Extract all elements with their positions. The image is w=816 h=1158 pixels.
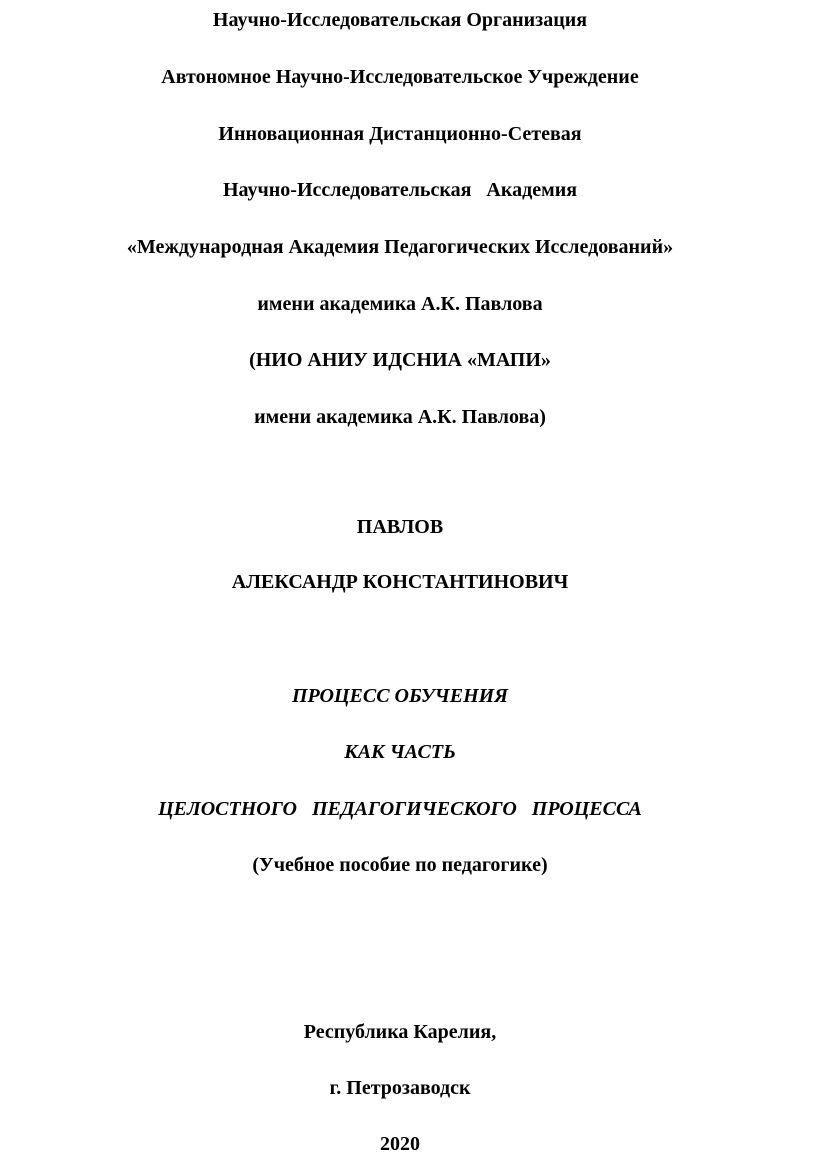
organization-name-line-5: «Международная Академия Педагогических Исследований» <box>126 236 674 258</box>
book-title-line-2: КАК ЧАСТЬ <box>344 741 456 763</box>
publication-region: Республика Карелия, <box>303 1021 497 1043</box>
publication-year: 2020 <box>380 1133 420 1155</box>
author-surname: ПАВЛОВ <box>356 516 444 538</box>
author-given-names: АЛЕКСАНДР КОНСТАНТИНОВИЧ <box>231 571 569 593</box>
organization-name-line-6: имени академика А.К. Павлова <box>257 293 543 315</box>
organization-name-line-2: Автономное Научно-Исследовательское Учреждение <box>161 66 639 88</box>
book-title-line-1: ПРОЦЕСС ОБУЧЕНИЯ <box>292 685 508 707</box>
organization-name-line-4: Научно-Исследовательская Академия <box>222 179 578 201</box>
organization-abbreviation-line-1: (НИО АНИУ ИДСНИА «МАПИ» <box>249 349 551 371</box>
organization-name-line-3: Инновационная Дистанционно-Сетевая <box>218 123 582 145</box>
publication-city: г. Петрозаводск <box>329 1077 471 1099</box>
book-subtitle: (Учебное пособие по педагогике) <box>252 854 548 876</box>
book-title-line-3: ЦЕЛОСТНОГО ПЕДАГОГИЧЕСКОГО ПРОЦЕССА <box>158 798 642 820</box>
organization-abbreviation-line-2: имени академика А.К. Павлова) <box>254 406 546 428</box>
organization-name-line-1: Научно-Исследовательская Организация <box>212 9 588 31</box>
